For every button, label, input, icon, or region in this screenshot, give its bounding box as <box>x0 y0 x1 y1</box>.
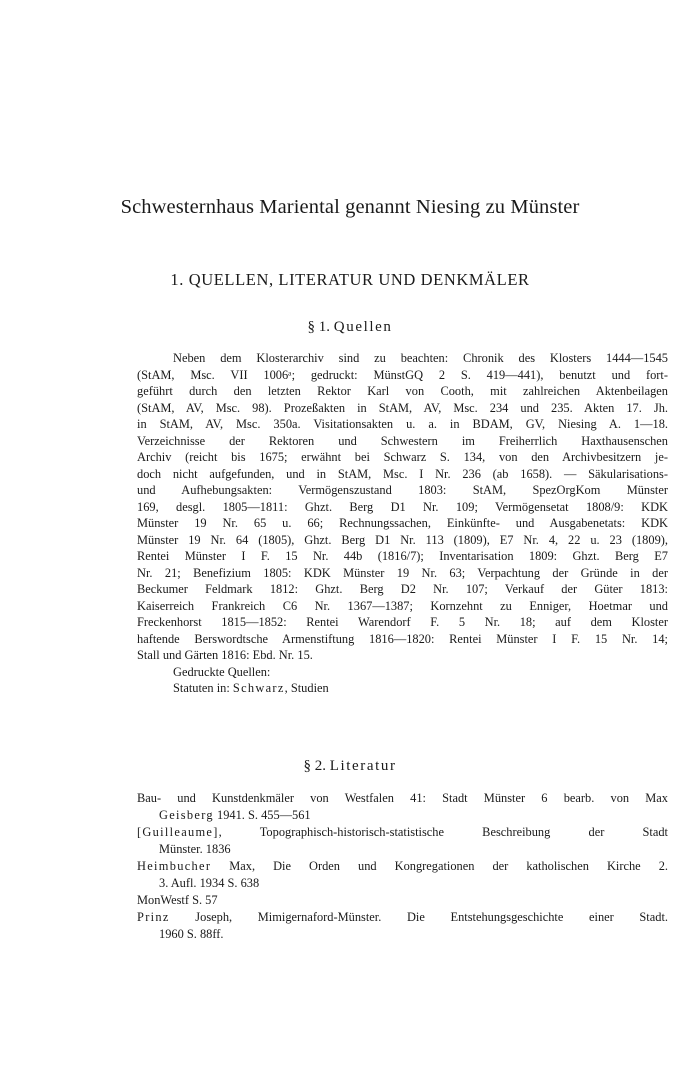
section-2-number: § 2. <box>303 758 326 774</box>
literatur-text: Max, Die Orden und Kongregationen der katholischen Kirche 2. <box>211 859 668 873</box>
quellen-line: doch nicht aufgefunden, und in StAM, Msc. I Nr. 236 (ab 1658). — Säkularisations- <box>137 466 668 481</box>
literatur-entry-line <box>137 909 668 926</box>
literatur-author: Prinz <box>137 910 170 924</box>
literatur-entry-line: 3. Aufl. 1934 S. 638 <box>159 876 260 890</box>
section-1-heading <box>0 319 700 336</box>
quellen-line: Archiv (reicht bis 1675; erwähnt bei Schwarz S. 134, von den Archivbesitzern je- <box>137 450 668 464</box>
gedruckte-quellen-label: Gedruckte Quellen: <box>173 664 271 679</box>
literatur-entry-line: 1960 S. 88ff. <box>159 927 224 941</box>
section-2-heading <box>0 758 700 775</box>
quellen-line: Münster 19 Nr. 65 u. 66; Rechnungssachen, Einkünfte- und Ausgabenetats: KDK <box>137 516 668 530</box>
literatur-list <box>137 790 668 943</box>
quellen-line: Rentei Münster I F. 15 Nr. 44b (1816/7); Inventarisation 1809: Ghzt. Berg E7 <box>137 549 668 563</box>
quellen-paragraph <box>137 350 668 697</box>
literatur-entry-line <box>137 807 668 824</box>
literatur-author: Heimbucher <box>137 859 212 873</box>
statuten-suffix: , Studien <box>284 681 329 695</box>
quellen-line: Neben dem Klosterarchiv sind zu beachten: Chronik des Klosters 1444—1545 <box>173 351 668 365</box>
literatur-text: 1941. S. 455—561 <box>213 808 311 822</box>
quellen-line: haftende Berswordtsche Armenstiftung 1816—1820: Rentei Münster I F. 15 Nr. 14; <box>137 631 668 646</box>
literatur-entry-line: Münster. 1836 <box>159 842 231 856</box>
section-1-number: § 1. <box>307 319 331 335</box>
literatur-text: Joseph, Mimigernaford-Münster. Die Entstehungsgeschichte einer Stadt. <box>169 910 668 924</box>
quellen-line: (StAM, AV, Msc. 98). Prozeßakten in StAM, AV, Msc. 234 und 235. Akten 17. Jh. <box>137 400 668 415</box>
statuten-author: Schwarz <box>232 681 285 695</box>
literatur-text: , Topographisch-historisch-statistische Beschreibung der Stadt <box>218 825 668 839</box>
quellen-line: geführt durch den letzten Rektor Karl von Cooth, mit zahlreichen Aktenbeilagen <box>137 384 668 398</box>
statuten-line <box>137 680 668 697</box>
quellen-line: und Aufhebungsakten: Vermögenszustand 1803: StAM, SpezOrgKom Münster <box>137 483 668 497</box>
quellen-line: 169, desgl. 1805—1811: Ghzt. Berg D1 Nr. 109; Vermögensetat 1808/9: KDK <box>137 499 668 514</box>
literatur-author: Geisberg <box>159 808 214 822</box>
quellen-line: Stall und Gärten 1816: Ebd. Nr. 15. <box>137 648 313 662</box>
quellen-line: Beckumer Feldmark 1812: Ghzt. Berg D2 Nr. 107; Verkauf der Güter 1813: <box>137 582 668 596</box>
literatur-entry-line <box>137 858 668 875</box>
page-title: Schwesternhaus Mariental genannt Niesing zu Münster <box>120 196 580 218</box>
section-2-title: Literatur <box>329 758 397 774</box>
quellen-line: Nr. 21; Benefizium 1805: KDK Münster 19 Nr. 63; Verpachtung der Gründe in der <box>137 565 668 580</box>
quellen-line: Münster 19 Nr. 64 (1805), Ghzt. Berg D1 Nr. 113 (1809), E7 Nr. 4, 22 u. 23 (1809), <box>137 532 668 547</box>
quellen-line: Verzeichnisse der Rektoren und Schwestern im Freiherrlich Haxthausenschen <box>137 433 668 448</box>
quellen-line: (StAM, Msc. VII 1006ᵃ; gedruckt: MünstGQ 2 S. 419—441), benutzt und fort- <box>137 367 668 382</box>
quellen-line: Kaiserreich Frankreich C6 Nr. 1367—1387; Kornzehnt zu Enniger, Hoetmar und <box>137 598 668 613</box>
section-1-title: Quellen <box>333 319 393 335</box>
literatur-entry-line: MonWestf S. 57 <box>137 893 218 907</box>
literatur-entry-line: Bau- und Kunstdenkmäler von Westfalen 41: Stadt Münster 6 bearb. von Max <box>137 791 668 805</box>
chapter-heading: 1. QUELLEN, LITERATUR UND DENKMÄLER <box>170 270 530 289</box>
literatur-author: [Guilleaume] <box>137 825 219 839</box>
quellen-line: Freckenhorst 1815—1852: Rentei Warendorf F. 5 Nr. 18; auf dem Kloster <box>137 615 668 629</box>
quellen-line: in StAM, AV, Msc. 350a. Visitationsakten u. a. in BDAM, GV, Niesing A. 1—18. <box>137 417 668 431</box>
statuten-prefix: Statuten in: <box>173 681 233 695</box>
literatur-entry-line <box>137 824 668 841</box>
